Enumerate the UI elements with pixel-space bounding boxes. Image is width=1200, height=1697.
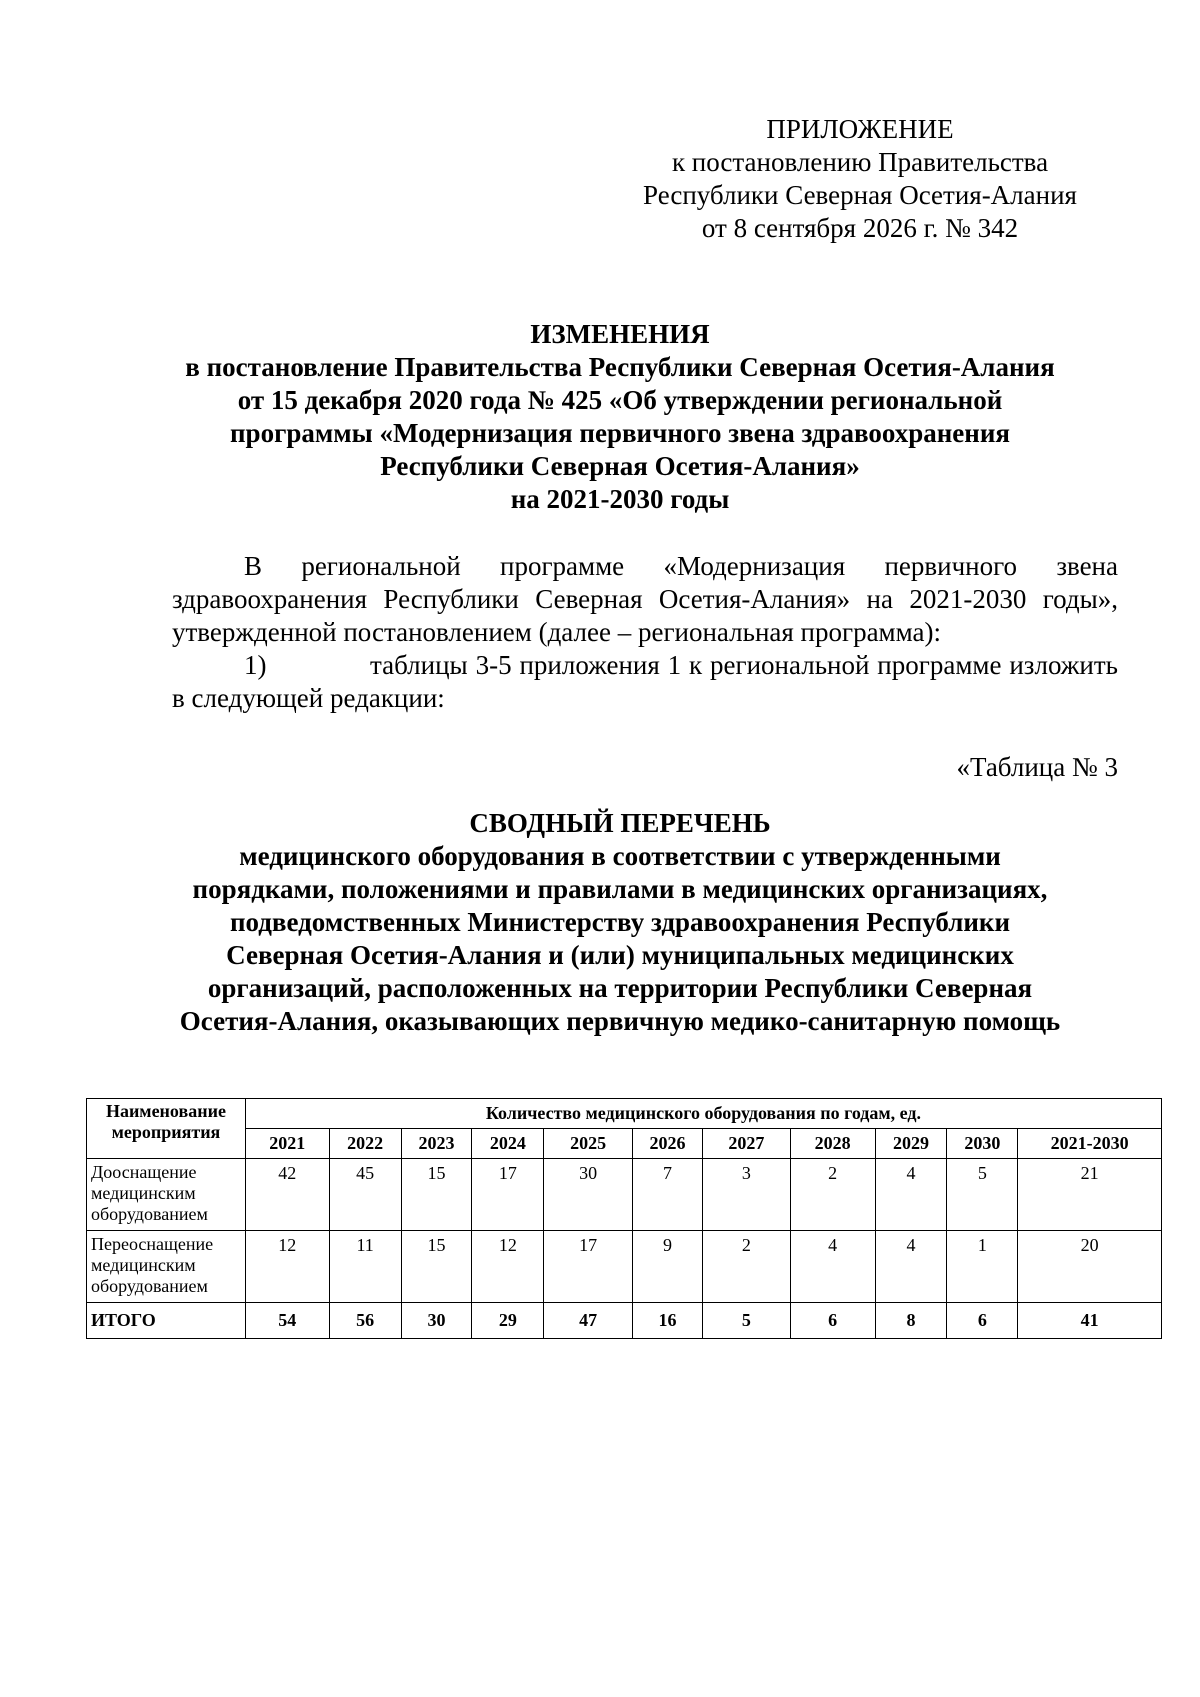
table-group-header-row <box>87 1099 1162 1129</box>
title-line: от 15 декабря 2020 года № 425 «Об утверждении региональной <box>237 385 1003 415</box>
total-value-cell: 56 <box>329 1303 401 1339</box>
column-header-year: 2027 <box>702 1129 790 1159</box>
value-cell: 20 <box>1018 1231 1162 1303</box>
equipment-table <box>86 1098 1162 1339</box>
total-value-cell: 29 <box>472 1303 544 1339</box>
value-cell: 7 <box>633 1159 703 1231</box>
total-value-cell: 6 <box>790 1303 875 1339</box>
intro-paragraph: В региональной программе «Модернизация первичного звена здравоохранения Республики Северная Осетия-Алания» на 2021-2030 годы», утвержденной постановлением (далее – региональная программа): <box>172 551 1118 647</box>
table-row <box>87 1159 1162 1231</box>
total-value-cell: 5 <box>702 1303 790 1339</box>
row-name-cell: Переоснащение медицинским оборудованием <box>87 1231 246 1303</box>
value-cell: 2 <box>702 1231 790 1303</box>
value-cell: 15 <box>401 1159 472 1231</box>
total-value-cell: 41 <box>1018 1303 1162 1339</box>
value-cell: 2 <box>790 1159 875 1231</box>
title-heading: ИЗМЕНЕНИЯ <box>530 319 710 349</box>
body-text <box>172 550 1118 715</box>
value-cell: 9 <box>633 1231 703 1303</box>
value-cell: 4 <box>875 1159 947 1231</box>
table-years-header-row <box>87 1129 1162 1159</box>
total-value-cell: 54 <box>245 1303 329 1339</box>
value-cell: 15 <box>401 1231 472 1303</box>
table-row <box>87 1231 1162 1303</box>
column-header-year: 2021-2030 <box>1018 1129 1162 1159</box>
list-item-1 <box>172 649 1118 715</box>
column-header-year: 2022 <box>329 1129 401 1159</box>
title-line: в постановление Правительства Республики Северная Осетия-Алания <box>185 352 1055 382</box>
column-header-year: 2030 <box>947 1129 1018 1159</box>
total-label-cell: ИТОГО <box>87 1303 246 1339</box>
list-title-line: организаций, расположенных на территории Республики Северная <box>207 973 1033 1003</box>
list-item-text: таблицы 3-5 приложения 1 к региональной программе изложить в следующей редакции: <box>172 650 1118 713</box>
column-header-year: 2025 <box>544 1129 633 1159</box>
value-cell: 4 <box>875 1231 947 1303</box>
document-title <box>120 318 1120 516</box>
table-body <box>87 1159 1162 1339</box>
total-value-cell: 6 <box>947 1303 1018 1339</box>
table-label: «Таблица № 3 <box>956 752 1118 782</box>
column-header-name: Наименование мероприятия <box>87 1099 246 1159</box>
title-line: Республики Северная Осетия-Алания» <box>380 451 860 481</box>
appendix-heading: ПРИЛОЖЕНИЕ <box>766 114 954 144</box>
row-name-cell: Дооснащение медицинским оборудованием <box>87 1159 246 1231</box>
column-group-header: Количество медицинского оборудования по годам, ед. <box>245 1099 1161 1129</box>
value-cell: 5 <box>947 1159 1018 1231</box>
appendix-line: к постановлению Правительства <box>671 147 1049 177</box>
value-cell: 1 <box>947 1231 1018 1303</box>
total-value-cell: 16 <box>633 1303 703 1339</box>
value-cell: 4 <box>790 1231 875 1303</box>
appendix-block <box>590 113 1130 245</box>
column-header-year: 2021 <box>245 1129 329 1159</box>
title-line: программы «Модернизация первичного звена здравоохранения <box>230 418 1010 448</box>
list-title <box>120 807 1120 1038</box>
list-title-line: Северная Осетия-Алания и (или) муниципальных медицинских <box>226 940 1014 970</box>
title-line: на 2021-2030 годы <box>510 484 730 514</box>
value-cell: 21 <box>1018 1159 1162 1231</box>
list-title-heading: СВОДНЫЙ ПЕРЕЧЕНЬ <box>469 808 771 838</box>
list-title-line: порядками, положениями и правилами в медицинских организациях, <box>192 874 1048 904</box>
list-title-line: подведомственных Министерству здравоохранения Республики <box>229 907 1011 937</box>
value-cell: 45 <box>329 1159 401 1231</box>
column-header-year: 2029 <box>875 1129 947 1159</box>
list-title-line: Осетия-Алания, оказывающих первичную медико-санитарную помощь <box>179 1006 1061 1036</box>
column-header-year: 2024 <box>472 1129 544 1159</box>
total-value-cell: 30 <box>401 1303 472 1339</box>
value-cell: 42 <box>245 1159 329 1231</box>
column-header-year: 2028 <box>790 1129 875 1159</box>
value-cell: 17 <box>544 1231 633 1303</box>
value-cell: 12 <box>472 1231 544 1303</box>
value-cell: 3 <box>702 1159 790 1231</box>
total-value-cell: 47 <box>544 1303 633 1339</box>
appendix-line: Республики Северная Осетия-Алания <box>643 180 1077 210</box>
value-cell: 17 <box>472 1159 544 1231</box>
list-item-number: 1) <box>244 650 267 680</box>
column-header-year: 2023 <box>401 1129 472 1159</box>
table-total-row <box>87 1303 1162 1339</box>
appendix-date-number: от 8 сентября 2026 г. № 342 <box>701 213 1019 243</box>
list-title-line: медицинского оборудования в соответствии с утвержденными <box>239 841 1001 871</box>
value-cell: 11 <box>329 1231 401 1303</box>
total-value-cell: 8 <box>875 1303 947 1339</box>
column-header-year: 2026 <box>633 1129 703 1159</box>
value-cell: 12 <box>245 1231 329 1303</box>
value-cell: 30 <box>544 1159 633 1231</box>
